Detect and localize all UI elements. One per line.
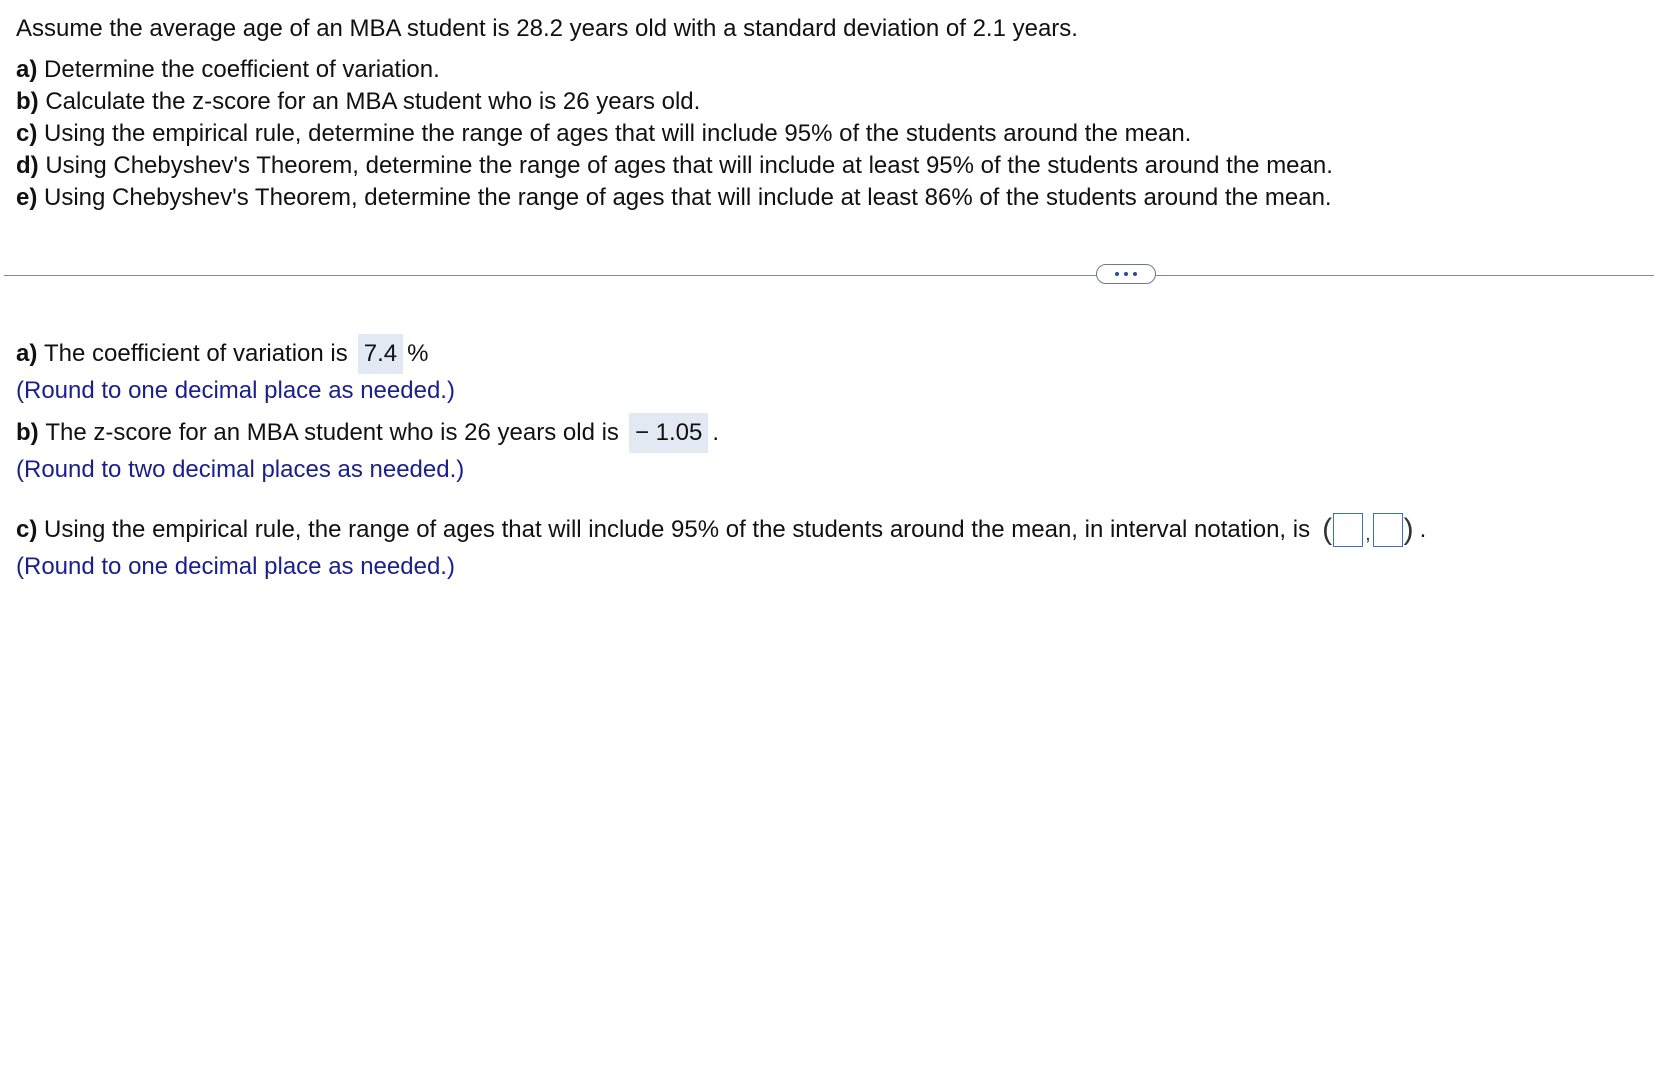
rounding-hint: (Round to two decimal places as needed.) xyxy=(16,456,465,483)
question-panel xyxy=(16,12,1636,214)
answer-prefix: Using the empirical rule, the range of ages that will include 95% of the students around the mean, in interval notation, is xyxy=(44,516,1311,543)
close-paren: ) xyxy=(1403,513,1414,546)
interval-answer xyxy=(1322,513,1414,547)
part-label: c) xyxy=(16,120,38,147)
section-divider xyxy=(4,275,1654,276)
rounding-hint: (Round to one decimal place as needed.) xyxy=(16,377,455,404)
part-label: b) xyxy=(16,88,39,115)
part-text: Using the empirical rule, determine the range of ages that will include 95% of the students around the mean. xyxy=(44,120,1192,147)
part-text: Calculate the z-score for an MBA student who is 26 years old. xyxy=(45,88,701,115)
answer-suffix: . xyxy=(1419,516,1427,543)
part-label: a) xyxy=(16,56,38,83)
answer-label: b) xyxy=(16,419,39,446)
answer-suffix: % xyxy=(407,340,429,367)
question-part-a xyxy=(16,54,1636,86)
open-paren: ( xyxy=(1322,513,1333,546)
answer-suffix: . xyxy=(712,419,720,446)
part-text: Using Chebyshev's Theorem, determine the range of ages that will include at least 86% of the students around the mean. xyxy=(44,184,1332,211)
part-text: Using Chebyshev's Theorem, determine the range of ages that will include at least 95% of the students around the mean. xyxy=(45,152,1333,179)
interval-upper-input[interactable] xyxy=(1373,513,1403,547)
interval-comma: , xyxy=(1365,522,1371,545)
part-label: e) xyxy=(16,184,38,211)
part-text: Determine the coefficient of variation. xyxy=(44,56,440,83)
question-intro: Assume the average age of an MBA student is 28.2 years old with a standard deviation of 2.1 years. xyxy=(16,15,1078,42)
expand-question-button[interactable] xyxy=(1096,264,1156,284)
coefficient-of-variation-answer[interactable]: 7.4 xyxy=(358,334,403,374)
answer-label: c) xyxy=(16,516,38,543)
question-part-b xyxy=(16,86,1636,118)
answer-c xyxy=(16,510,1426,584)
answer-label: a) xyxy=(16,340,38,367)
answer-prefix: The z-score for an MBA student who is 26 years old is xyxy=(45,419,619,446)
answer-a xyxy=(16,334,455,408)
part-label: d) xyxy=(16,152,39,179)
question-part-e xyxy=(16,182,1636,214)
rounding-hint: (Round to one decimal place as needed.) xyxy=(16,553,455,580)
question-part-c xyxy=(16,118,1636,150)
answer-b xyxy=(16,413,719,487)
question-part-d xyxy=(16,150,1636,182)
z-score-answer[interactable]: − 1.05 xyxy=(629,413,708,453)
ellipsis-icon xyxy=(1115,272,1137,276)
answer-prefix: The coefficient of variation is xyxy=(44,340,348,367)
interval-lower-input[interactable] xyxy=(1333,513,1363,547)
